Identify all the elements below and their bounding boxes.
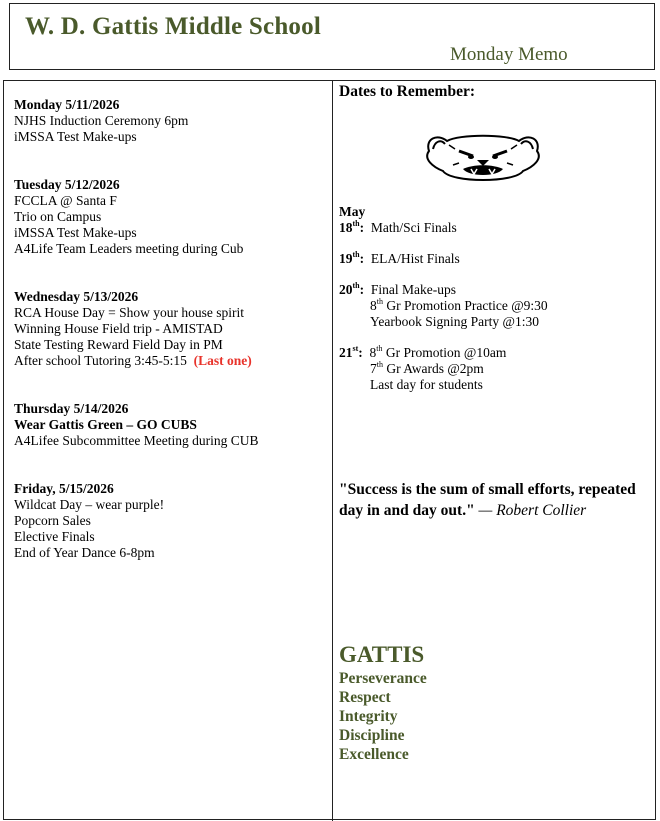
- values-title: GATTIS: [339, 642, 425, 667]
- event-text: Math/Sci Finals: [370, 220, 457, 235]
- tutoring-text: After school Tutoring 3:45-5:15: [14, 353, 187, 368]
- day-tuesday: [14, 177, 324, 257]
- main-content-box: [3, 80, 656, 820]
- day-item: FCCLA @ Santa F: [14, 193, 117, 208]
- day-item: Trio on Campus: [14, 209, 102, 224]
- value-item: Integrity: [339, 708, 398, 725]
- value-item: Respect: [339, 689, 391, 706]
- day-item: Popcorn Sales: [14, 513, 91, 528]
- header-box: [9, 3, 655, 70]
- day-monday: [14, 97, 324, 145]
- event-sub: Yearbook Signing Party @1:30: [370, 314, 539, 329]
- day-thursday: [14, 401, 324, 449]
- value-item: Perseverance: [339, 670, 427, 687]
- daily-schedule: [14, 97, 324, 593]
- value-item: Discipline: [339, 727, 405, 744]
- event-20: [339, 282, 548, 330]
- last-one-note: (Last one): [193, 353, 252, 368]
- day-item: NJHS Induction Ceremony 6pm: [14, 113, 189, 128]
- quote-author: — Robert Collier: [474, 502, 587, 519]
- day-item: Elective Finals: [14, 529, 95, 544]
- day-item: A4Life Team Leaders meeting during Cub: [14, 241, 244, 256]
- event-day: 19th:: [339, 250, 365, 266]
- event-19: [339, 251, 460, 267]
- day-title: Friday, 5/15/2026: [14, 481, 114, 496]
- day-item: Winning House Field trip - AMISTAD: [14, 321, 223, 336]
- value-item: Excellence: [339, 746, 409, 763]
- day-title: Wednesday 5/13/2026: [14, 289, 139, 304]
- day-item: A4Lifee Subcommittee Meeting during CUB: [14, 433, 259, 448]
- day-friday: [14, 481, 324, 561]
- event-18: [339, 220, 457, 236]
- day-item: End of Year Dance 6-8pm: [14, 545, 155, 560]
- day-item: iMSSA Test Make-ups: [14, 225, 137, 240]
- day-item: [14, 353, 324, 369]
- event-21: 21st: 8th Gr Promotion @10am 7th Gr Awards @2pm Last day for students: [339, 344, 507, 392]
- day-item-highlight: Wear Gattis Green – GO CUBS: [14, 417, 197, 432]
- school-name: W. D. Gattis Middle School: [25, 13, 321, 40]
- day-title: Monday 5/11/2026: [14, 97, 120, 112]
- event-day: 21st:: [339, 344, 363, 360]
- month-label: May: [339, 204, 366, 219]
- column-divider: [332, 81, 333, 821]
- event-sub: Last day for students: [370, 377, 483, 392]
- dates-heading: Dates to Remember:: [339, 83, 475, 100]
- day-wednesday: [14, 289, 324, 369]
- gattis-values: [339, 641, 427, 764]
- quote: [339, 479, 639, 521]
- day-item: Wildcat Day – wear purple!: [14, 497, 165, 512]
- day-item: iMSSA Test Make-ups: [14, 129, 137, 144]
- day-title: Thursday 5/14/2026: [14, 401, 129, 416]
- quote-text: "Success is the sum of small efforts, repeated day in and day out.": [339, 481, 636, 519]
- event-day: 20th:: [339, 281, 365, 297]
- day-item: State Testing Reward Field Day in PM: [14, 337, 223, 352]
- memo-title: Monday Memo: [450, 44, 568, 65]
- day-title: Tuesday 5/12/2026: [14, 177, 120, 192]
- event-sub: 8th Gr Promotion Practice @9:30: [370, 297, 548, 313]
- mascot-cub-icon: [419, 129, 547, 189]
- event-text: Final Make-ups: [370, 282, 456, 297]
- event-day: 18th:: [339, 219, 365, 235]
- event-text: ELA/Hist Finals: [370, 251, 460, 266]
- event-sub: 7th Gr Awards @2pm: [370, 360, 484, 376]
- day-item: RCA House Day = Show your house spirit: [14, 305, 244, 320]
